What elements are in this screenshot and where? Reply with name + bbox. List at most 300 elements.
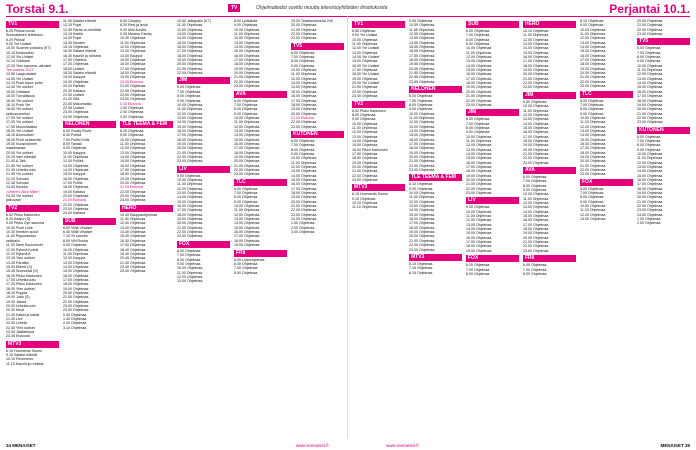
program-line: 13.00 Ohjelmaa [637,76,663,81]
program-line: 13.00 Ohjelmaa [63,163,89,168]
program-line: 17.00 Ohjelmaa [291,98,317,103]
program-line: 15.00 Ohjelmaa [352,59,378,64]
program-line: 19.00 Kauppa [63,75,86,80]
program-line: 7.00 Ohjelmaa [177,89,201,94]
program-line: 17.00 Ohjelmaa [177,208,203,213]
program-line: 10.00 Ohjelmaa [523,104,549,109]
program-line: 11.00 Ohjelmaa [466,50,492,55]
program-line: 21.55 Ohjelmaa [409,71,435,76]
program-line: 22.00 Ohjelmaa [120,88,146,93]
program-line: 11.00 Pippuraudan [6,234,37,239]
program-line: 9.30 Modern Family [120,32,152,37]
program-line: 13.00 Ohjelmaa [177,32,203,37]
program-line: 11.00 Ohjelmaa [523,108,549,113]
program-line: 18.00 Ohjelmaa [177,53,203,58]
program-line: 24.00 Ohjelmaa [637,212,663,217]
program-line: 21.00 Ohjelmaa [523,76,549,81]
program-line: 12.00 Ohjelmaa [177,27,203,32]
program-line: 6.00 Ohjelmaa [637,134,661,139]
program-line: 21.00 Ohjelmaa [409,159,435,164]
program-line: 10.00 Ohjelmaa [120,137,146,142]
program-line: 20.00 Ohjelmaa [637,19,663,23]
program-line: 16.00 Ohjelmaa [523,130,549,135]
program-line: 19.00 Ohjelmaa [466,173,492,178]
program-line: 11.00 Ohjelmaa [120,40,146,45]
program-line: 12.00 Ohjelmaa [234,212,260,217]
program-line: 10.30 Ohjelmaa [120,36,146,41]
program-line: 9.00 Ohjelmaa [466,205,490,210]
program-line: 8.00 Ohjelmaa [352,112,376,117]
program-line: 18.00 Yle Uutiset [6,128,34,133]
program-line: 18.00 Ohjelmaa [352,156,378,161]
program-line: 14.45 Muuten [63,40,85,45]
program-line: 23.00 Ohjelmaa [352,94,378,99]
program-line: 21.00 Ohjelmaa [177,225,203,230]
program-line: 11.00 Ohjelmaa [466,214,492,219]
program-line: 12.40 Ohjelmaa [120,221,146,226]
program-line: 10.00 Ohjelmaa [466,134,492,139]
program-line: 10.10 Ohjelmaa [523,29,549,33]
program-line: 15.00 Ohjelmaa [523,50,549,55]
program-line: 20.00 Ohjelmaa [63,290,89,295]
program-line: 22.00 Ohjelmaa [637,115,663,120]
program-line: 12.00 Ohjelmaa [234,36,260,41]
program-line: 9.00 Ohjelmaa [63,146,87,151]
program-line: 14.00 Ohjelmaa [120,154,146,159]
listing-column [580,19,633,437]
program-line: 11.00 Ohjelmaa [63,154,89,159]
program-line: 16.00 Ohjelmaa [523,55,549,60]
program-line: 24.00 Ohjelmaa [63,308,89,313]
program-line: 9.00 Ohjelmaa [352,117,376,122]
program-line: 7.00 Ohjelmaa [177,253,201,258]
program-line: 22.00 Urheilu [6,321,28,326]
program-line: 14.00 Ohjelmaa [177,36,203,41]
left-page-number: 34 MENAISET [6,443,36,448]
program-line: 20.00 Ohjelmaa [177,146,203,151]
program-line: 17.00 Ohjelmaa [523,222,549,227]
program-line: 19.00 Ohjelmaa [466,248,492,253]
program-line: 7.00 Ohjelmaa [291,143,315,148]
program-line: 18.40 Ohjelmaa [120,247,146,252]
channel-header: TLC [234,179,287,186]
program-line: 23.00 Ohjelmaa [352,178,378,182]
program-line: 6.00 Ohjelmaa [466,29,490,33]
program-line: 14.00 Ohjelmaa [637,169,663,174]
program-line: 7.00 Ohjelmaa [637,50,661,55]
program-line: 22.00 Ohjelmaa [291,32,317,37]
program-line: 9.00 Ohjelmaa [580,23,604,28]
program-line: 16.55 Yle uutiset [6,107,33,112]
program-line: 11.00 Ohjelmaa [63,251,89,256]
program-line: 12.00 Ohjelmaa [580,212,606,217]
program-line: 20.30 Kattaus [63,88,86,93]
channel-header: MTV3 [409,254,462,261]
program-line: 21.00 Ohjelmaa [352,85,378,90]
program-line: 10.00 Ohjelmaa [234,115,260,120]
program-line: 18.00 Uutiset [63,66,85,71]
program-line: 6.40 Villiä Vihaiset [63,230,93,235]
program-line: 15.00 Turvallisuus [6,94,35,99]
program-line: 13.00 Ohjelmaa [291,81,317,86]
program-line: 19.00 Ohjelmaa [291,107,317,112]
program-line: 11.15 Kauniit ja rohkeat [6,361,44,366]
program-line: 10.00 Kauppa [63,150,86,155]
program-line: 16.00 Ohjelmaa [523,218,549,223]
program-line: 14.00 Ohjelmaa [580,133,606,138]
program-line: 11.30 Sami Kuulumiset [6,243,43,248]
program-line: 24.00 Ohjelmaa [120,198,146,203]
program-line: 19.00 Ohjelmaa [523,143,549,148]
listing-column [63,19,116,437]
program-line: 8.00 Ohjelmaa [234,107,258,112]
program-line: 13.00 Ohjelmaa [580,128,606,133]
program-line: 8.00 Ohjelmaa [291,59,315,64]
program-line: 15.55 Ohjelmaa [409,45,435,50]
program-line: 9.15 Salatut elämät [6,353,37,358]
program-line: 18.00 Ohjelmaa [637,186,663,191]
program-line: 9.00 Yle Uutiset [352,33,378,38]
program-line: -Where's Alice Miller? [6,189,41,194]
program-line: 14.00 Ohjelmaa [637,81,663,86]
right-day-title: Perjantai 10.1. [609,2,690,16]
program-line: 15.00 Ohjelmaa [234,49,260,54]
program-line: 22.00 Makumatka [63,101,92,106]
program-line: 9.00 Ohjelmaa [63,243,87,248]
program-line: 21.00 Ohjelmaa [637,111,663,116]
program-line: 21.30 Live [6,317,23,321]
program-line: 19.00 Ohjelmaa [120,176,146,181]
program-line: 12.00 Ohjelmaa [580,124,606,129]
program-line: 18.00 Ylen uutiset [6,286,35,291]
program-line: 20.00 Yle uutiset [6,150,33,155]
program-line: 20.00 Ohjelmaa [352,164,378,169]
program-line: 15.00 Ohjelmaa [120,58,146,63]
program-line: 24.00 Ohjelmaa [291,217,317,222]
program-line: Suomalaisen television [6,33,43,38]
channel-header: AVA [523,167,576,174]
program-line: 18.00 Ohjelmaa [523,227,549,232]
program-line: 17.00 Ohjelmaa [466,164,492,169]
program-line: 12.20 Ylen sanoma -aikuiset [6,63,52,68]
program-line: 9.15 Ohjelmaa [352,196,376,201]
program-line: 13.55 Laaja-alaiset [6,72,37,77]
program-line: 22.45 Uutiset [63,105,85,110]
program-line: 12.00 Ohjelmaa [409,199,435,204]
program-line: 8.15 Ohjelmaa [120,128,144,133]
program-line: 16.00 Pikku Kakkonen [6,273,42,278]
program-line: 19.00 Ohjelmaa [523,231,549,236]
program-line: 16.00 Ohjelmaa [291,182,317,187]
program-line: 14.55 Ohjelmaa [409,40,435,45]
program-line: 21.00 Ohjelmaa [352,169,378,174]
channel-header: JIM [466,109,519,116]
program-line: 15.00 Ohjelmaa [352,143,378,148]
program-line: 15.00 Ohjelmaa [177,199,203,204]
program-line: 14.00 Ohjelmaa [177,195,203,200]
program-line: 19.00 Ohjelmaa [637,191,663,196]
program-line: 22.00 Ohjelmaa [523,156,549,161]
channel-header: FOX [580,179,633,186]
program-line: 6.55 Ohjelmaa [352,29,376,33]
program-line: 15.00 Ohjelmaa [580,49,606,54]
program-line: 18.00 Yle Uutiset [352,72,380,77]
program-line: 2.20 Ohjelmaa [63,321,87,326]
program-line: 10.40 Kauppaohjelmaa [120,212,157,217]
program-line: 14.00 Yle Uutiset [352,55,380,60]
program-line: 18.00 Ohjelmaa [120,172,146,177]
program-line: 18.00 Ohjelmaa [177,137,203,142]
program-line: 14.00 Ohjelmaa [177,120,203,125]
program-line: 20.55 Ohjelmaa [409,66,435,71]
program-line: 21.00 Ohjelmaa [637,199,663,204]
listing-column [409,19,462,437]
program-line: 10.00 Ohjelmaa [234,204,260,209]
program-line: 22.38 Sohvasi [6,181,29,186]
program-line: 20.00 Yle Uutiset [352,81,380,86]
program-line: 13.30 Paratiisi [6,260,29,265]
program-line: 24.00 Yle uutiset [6,194,33,199]
channel-header: JIM [177,77,230,84]
program-line: 21.00 Ohjelmaa [466,182,492,187]
program-line: 17.00 Ohjelmaa [637,94,663,99]
program-line: 8.00 Ohjelmaa [580,195,604,200]
program-line: 6.15 Huomenta Suomi [6,348,42,353]
program-line: 14.00 Kauppa [120,53,143,58]
program-line: 8.15 Ohjelmaa [409,270,433,275]
program-line: 18.00 Ohjelmaa [523,138,549,143]
program-line: 13.00 Ohjelmaa [466,147,492,152]
program-line: 6.05 Lintuohjelmaa [234,257,265,262]
program-line: 6.05 Ohjelmaa [523,263,547,268]
program-line: 19.30 Jaksot [6,299,27,304]
program-line: 11.00 Ohjelmaa [177,23,203,28]
program-line: 6.00 Ohjelmaa [580,98,604,103]
program-line: 17.00 Ohjelmaa [580,58,606,63]
program-line: 14.00 Ohjelmaa [234,133,260,138]
program-line: 13.00 Ohjelmaa [352,134,378,139]
program-line: 11.00 Ohjelmaa [523,196,549,201]
program-line: 9.00 Ohjelmaa [120,133,144,138]
program-line: 12.00 Yle Uutiset [352,46,380,51]
program-line: 10.00 Suomen poikkea (KT) [6,46,51,51]
program-line: 16.00 Ohjelmaa [177,128,203,133]
program-line: 7.00 Ohjelmaa [637,138,661,143]
program-line: 7.00 Ohjelmaa [523,267,547,272]
program-line: jatkuvasti [6,198,21,203]
program-line: 15.00 Ohjelmaa [466,156,492,161]
program-line: 20.00 Ohjelmaa [637,195,663,200]
program-line: 13.00 Ohjelmaa [291,169,317,174]
program-line: 16.00 Ohjelmaa [63,273,89,278]
program-line: 14.10 Puoli lopun puhe [6,81,43,86]
program-line: 11.00 Ohjelmaa [234,32,260,37]
program-line: 14.40 Yle uutiset [6,85,33,90]
channel-header: TLE TEEMA & FEM [120,121,173,128]
program-line: 11.00 Ohjelmaa [580,208,606,213]
program-line: 16.00 Ohjelmaa [637,178,663,182]
program-line: 9.00 Ohjelmaa [409,186,433,191]
program-line: 20.00 Ohjelmaa [291,199,317,204]
program-line: 19.00 Ohjelmaa [352,76,378,81]
channel-header: SUB [63,218,116,225]
program-line: 15.45 Sunnuntai (S) [6,269,38,274]
program-line: 22.00 Ohjelmaa [177,71,203,76]
program-line: 21.00 Ohjelmaa [177,150,203,155]
program-line: 11.00 Ohjelmaa [177,270,203,275]
program-line: 7.00 Ohjelmaa [466,267,490,272]
program-line: 21.00 A-Talk [6,159,26,164]
program-line: 8.00 Villi Ruoka [63,238,88,243]
program-line: 18.00 Ohjelmaa [580,150,606,155]
program-line: 19.00 Ohjelmaa [234,243,260,248]
program-line: 23.55 Ohjelmaa [409,79,435,84]
program-line: 24.00 Ohjelmaa [63,114,89,119]
program-line: 22.00 Ohjelmaa [523,244,549,249]
program-line: 18.15 Poppia [6,290,28,295]
header-rule [6,16,690,17]
left-url: www.menaiset.fi [296,443,329,448]
program-line: 22.55 Ohjelmaa [409,75,435,80]
program-line: 22.30 Ylen uutiset [6,325,35,330]
program-line: 23.00 Ohjelmaa [580,84,606,89]
program-line: 8.00 Tanssii [63,141,82,146]
program-line: 7.00 Ohjelmaa [409,98,433,103]
program-line: 13.00 Ohjelmaa [637,164,663,169]
program-line: 20.00 Ohjelmaa [120,181,146,186]
program-line: 10.00 Ohjelmaa [291,156,317,161]
program-line: 2.00 Ohjelmaa [291,225,315,230]
program-line: 6.15 Ohjelmaa [409,261,433,266]
program-line: 18.00 Ohjelmaa [63,282,89,287]
program-line: 23.00 Ohjelmaa [234,172,260,177]
program-line: 1.00 Ohjelmaa [291,221,315,226]
program-line: 8.10 Ohjelmaa [409,182,433,187]
right-page-number: MENAISET 35 [660,443,690,448]
program-line: 9.55 Ohjelmaa [409,19,433,23]
program-line: 20.00 Ohjelmaa [177,62,203,67]
program-line: 18.00 Ohjelmaa [466,169,492,174]
program-line: 13.00 Ohjelmaa [466,222,492,227]
program-line: 20.00 Ohjelmaa [63,194,89,199]
program-line: 14.00 Ohjelmaa [234,221,260,226]
program-line: 16.00 Ohjelmaa [466,160,492,165]
program-line: 21.00 Ohjelmaa [291,204,317,209]
program-line: 17.00 Ohjelmaa [234,234,260,239]
program-line: 23.00 Ohjelmaa [637,208,663,213]
program-line: 10.00 Ohjelmaa [234,27,260,32]
channel-header: TV5 [637,38,690,45]
program-line: 7.00 Ohjelmaa [466,121,490,126]
program-line: 14.00 Ohjelmaa [466,227,492,232]
program-line: 22.00 Ohjelmaa [291,120,317,125]
program-line: 20.00 Ohjelmaa [234,159,260,164]
page-header [6,4,690,16]
program-line: 12.00 Kauppa [63,256,86,261]
program-line: 6.00 Ohjelmaa [291,50,315,55]
program-line: 20.00 Urheiluruutu [6,303,36,308]
program-line: 9.00 Ohjelmaa [466,130,490,135]
program-line: 6.00 Ohjelmaa [637,46,661,51]
program-line: 17.00 Ohjelmaa [120,168,146,172]
program-line: 6.30 Poliisit [63,133,82,138]
program-line: 12.00 Ohjelmaa [352,130,378,135]
program-line: 10.50 Jalkapallo (KT) [177,19,211,23]
channel-header: FRII [234,250,287,257]
program-line: 18.55 Ohjelmaa [409,58,435,63]
program-line: 14.40 Ohjelmaa [120,230,146,235]
program-line: 20.00 Ohjelmaa [177,221,203,226]
program-line: 14.00 Ohjelmaa [409,128,435,133]
program-line: 12.00 Yle Uutiset [6,55,34,60]
program-line: 8.00 Lyhkäistä [234,19,258,23]
program-line: 15.00 Oddasat [6,89,30,94]
program-line: 16.00 Ohjelmaa [120,62,146,67]
program-line: 6.00 Ohjelmaa [177,85,201,90]
program-line: 9.00 Ohjelmaa [580,199,604,204]
channel-header: JIM [523,92,576,99]
program-line: 10.15 Ohjelmaa [352,201,378,206]
listing-column [6,19,59,437]
program-line: 8.00 Ohjelmaa [523,183,547,188]
program-line: 21.00 Elokuva [63,198,86,203]
program-line: 9.00 Pikku Oyn sanoma [6,221,45,226]
program-line: 16.40 Ohjelmaa [120,238,146,243]
program-line: 8.00 Cinqsky [120,19,141,23]
program-line: 19.00 Ohjelmaa [177,217,203,222]
program-line: 18.00 Ohjelmaa [291,191,317,196]
program-line: 17.00 Ohjelma [63,58,87,63]
program-line: 19.00 Ohjelmaa [177,141,203,146]
program-line: 23.00 Ohjelmaa [523,160,549,165]
program-line: 22.00 Ohjelmaa [466,186,492,191]
program-line: 20.00 Ohjelmaa [291,111,317,116]
program-line: 24.00 Ohjelmaa [120,97,146,102]
program-line: 8.00 Ohjelmaa [466,37,490,42]
program-line: 12.45 Paras on kehittää [63,27,101,32]
program-line: 13.00 Ohjelmaa [409,124,435,129]
program-line: 16.00 Ohjelmaa [177,45,203,50]
program-line: 17.40 Ohjelmaa [120,243,146,248]
channel-header: AVA [234,91,287,98]
program-line: 6.15 Huomenta Suomi [352,192,388,197]
program-line: 18.00 Ohjelmaa [466,81,492,86]
program-line: 9.00 Ohjelmaa [409,107,433,112]
program-line: 16.00 Ohjelmaa [466,235,492,240]
program-line: 13.00 Ohjelmaa [580,40,606,45]
program-line: 13.00 Ohjelmaa [120,49,146,54]
program-line: 21.00 Ohjelmaa [234,163,260,168]
program-line: 23.00 Ohjelmaa [291,212,317,217]
program-line: 19.00 Ohjelmaa [63,286,89,291]
program-line: 13.00 Ohjelmaa [580,217,606,222]
program-line: 12.00 Ohjelmaa [466,55,492,60]
program-line: 9.00 Ohjelmaa [177,98,201,103]
program-line: 21.00 Ohjelmaa [523,151,549,156]
program-line: 11.00 Ohjelmaa [352,125,378,130]
program-line: 22.00 Ohjelmaa [234,79,260,84]
program-line: 15.00 Ohjelmaa [63,269,89,274]
program-line: 9.00 Ohjelmaa [291,151,315,156]
program-line: 19.00 Ohjelmaa [177,58,203,63]
program-line: 15.00 Ohjelmaa [523,214,549,219]
program-line: 13.15 Keittiö [63,32,83,37]
program-line: 13.00 Ohjelmaa [177,191,203,196]
program-line: 22.00 Ohjelmaa [120,189,146,194]
program-line: 13.00 Ohjelmaa [352,50,378,55]
program-line: 12.00 Poliisit [63,159,84,164]
program-line: 6.00 Ohjelmaa [580,186,604,191]
